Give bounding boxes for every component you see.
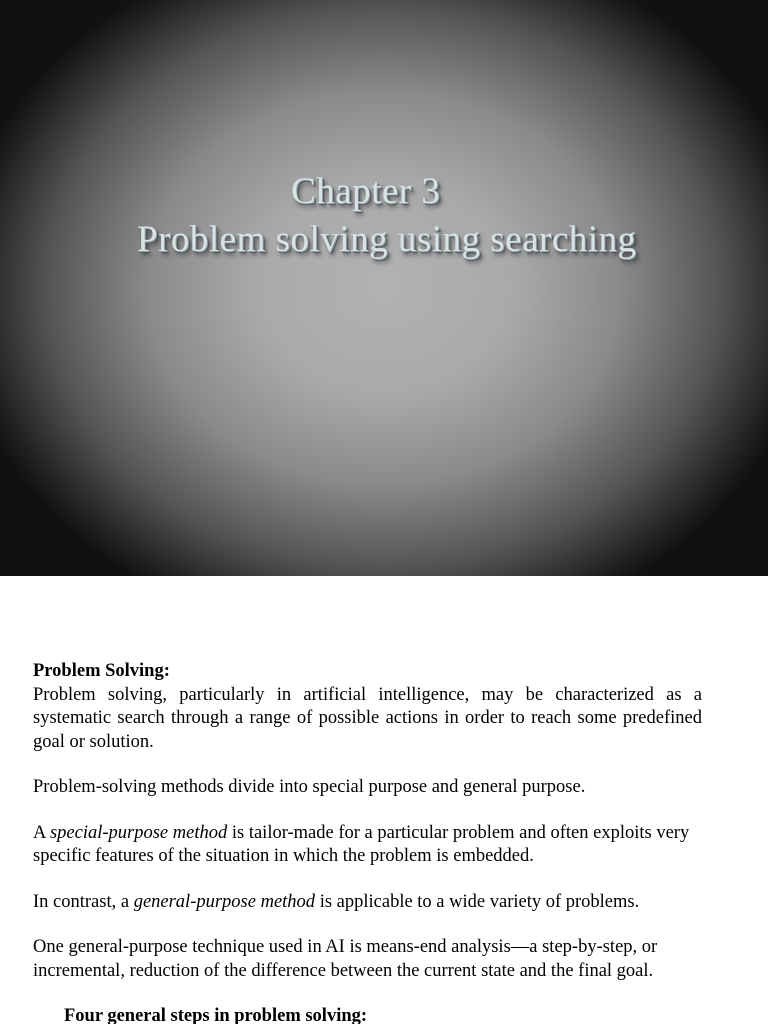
paragraph-general-purpose <box>33 891 702 915</box>
section-heading: Problem Solving: <box>33 661 170 681</box>
paragraph-methods: Problem-solving methods divide into special purpose and general purpose. <box>33 777 586 797</box>
paragraph-general-purpose-prefix: In contrast, a <box>33 891 134 912</box>
chapter-title: Problem solving using searching <box>137 219 637 260</box>
paragraph-definition: Problem solving, particularly in artificial intelligence, may be characterized as a systematic search through a range of possible actions in order to reach some predefined goal or solution. <box>33 684 702 752</box>
chapter-number: Chapter 3 <box>291 171 441 212</box>
paragraph-means-end: One general-purpose technique used in AI is means-end analysis—a step-by-step, or incremental, reduction of the difference between the current state and the final goal. <box>33 937 658 981</box>
paragraph-special-purpose <box>33 822 702 869</box>
paragraph-general-purpose-suffix: is applicable to a wide variety of problems. <box>315 891 640 912</box>
special-purpose-term: special-purpose method <box>49 822 228 843</box>
slide-title <box>0 168 768 264</box>
document-body <box>33 660 702 1024</box>
paragraph-special-purpose-suffix: is tailor-made for a particular problem and often exploits very specific features of the situation in which the problem is embedded. <box>33 822 690 866</box>
paragraph-special-purpose-prefix: A <box>33 822 50 843</box>
general-purpose-term: general-purpose method <box>133 891 316 912</box>
steps-heading: Four general steps in problem solving: <box>64 1006 368 1024</box>
